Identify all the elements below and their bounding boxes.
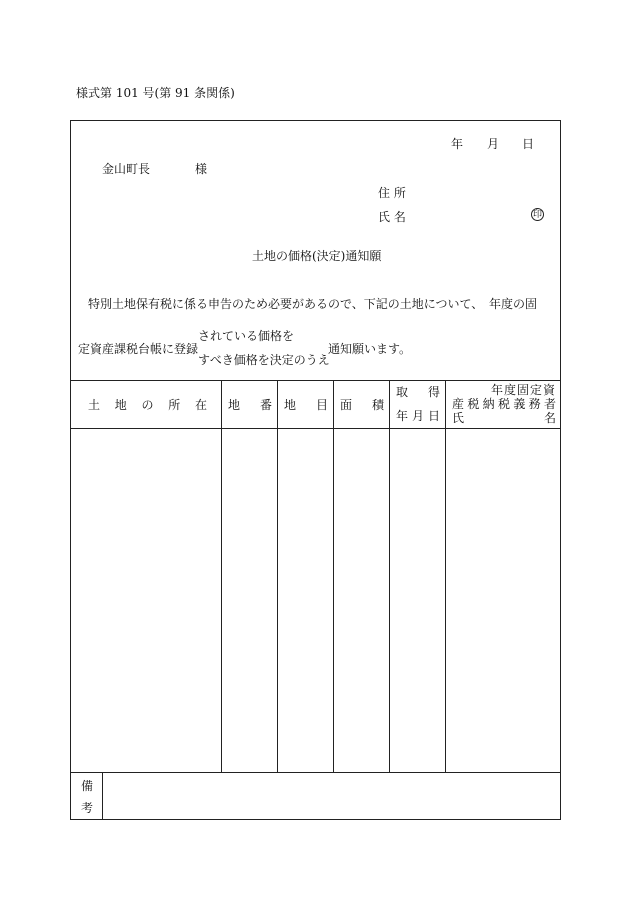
header-acquisition [396,386,440,398]
form-frame [70,120,561,820]
date-day-label: 日 [522,137,535,151]
column-divider [445,380,446,772]
header-taxpayer-char: 義 [513,397,526,411]
header-acquisition-char: 得 [427,385,440,399]
header-location-char: の [141,398,154,412]
header-taxpayer-char: 税 [497,397,510,411]
header-lot-number-char: 番 [259,398,272,412]
header-area-char: 面 [340,398,353,412]
body-line-2-start: 定資産課税台帳に登録 [78,342,199,356]
column-divider [333,380,334,772]
header-taxpayer-char: 納 [482,397,495,411]
date-month-label: 月 [487,137,500,151]
header-acquisition-char: 年 [396,409,409,423]
header-area-char: 積 [371,398,384,412]
header-location-char: 所 [168,398,181,412]
column-divider [221,380,222,772]
address-label: 住 所 [378,186,406,200]
column-divider [389,380,390,772]
header-acquisition-char: 取 [396,385,409,399]
seal-mark: 印 [532,210,542,220]
header-taxpayer-char: 務 [528,397,541,411]
remarks-label-top: 備 [81,779,94,793]
form-title: 土地の価格(決定)通知願 [252,249,382,263]
remarks-top-line [70,772,561,773]
header-taxpayer-char: 産 [452,397,465,411]
header-taxpayer-line-2 [452,398,556,410]
header-taxpayer-char: 税 [467,397,480,411]
header-acquisition-char: 月 [411,409,424,423]
addressee-honorific: 様 [195,162,208,176]
header-location-char: 土 [88,398,101,412]
header-acquisition-date [396,410,440,422]
header-taxpayer-line-1: 年度固定資 [491,383,557,397]
form-number: 様式第 101 号(第 91 条関係) [76,86,235,100]
date-year-label: 年 [451,137,464,151]
header-land-category-char: 地 [284,398,297,412]
option-to-register: すべき価格を決定のうえ [198,353,330,367]
body-line-1-end: 年度の固 [489,297,538,311]
header-location [88,399,207,411]
header-lot-number-char: 地 [228,398,241,412]
header-taxpayer-char: 名 [543,411,556,425]
header-taxpayer-char: 氏 [452,411,465,425]
table-top-line [70,380,561,381]
header-area [340,399,384,411]
body-line-2-end: 通知願います。 [328,342,412,356]
header-location-char: 在 [194,398,207,412]
name-label: 氏 名 [378,210,406,224]
remarks-divider [102,772,103,820]
addressee-name: 金山町長 [102,162,151,176]
header-taxpayer-line-3 [452,412,556,424]
header-location-char: 地 [114,398,127,412]
header-land-category-char: 目 [315,398,328,412]
body-line-1: 特別土地保有税に係る申告のため必要があるので、下記の土地について、 [88,297,484,311]
remarks-label-bottom: 考 [81,801,94,815]
header-lot-number [228,399,272,411]
header-bottom-line [70,428,561,429]
header-acquisition-char: 日 [427,409,440,423]
option-registered: されている価格を [198,329,295,343]
header-taxpayer-char: 者 [543,397,556,411]
header-land-category [284,399,328,411]
column-divider [277,380,278,772]
